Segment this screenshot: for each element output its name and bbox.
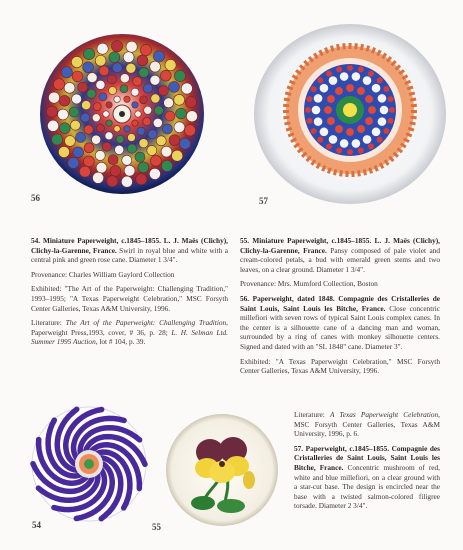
figure-number-55: 55 [152,522,161,532]
entry-57-description: 57. Paperweight, c.1845–1855. Compagnie des Cristalleries de Saint Louis, Saint Louis les Bitche, France. Concentric mushroom of red, white and blue millefiori, on a clear ground with a star-cut base. The design is encircled near the base with a twisted salmon-colored filigree torsade. Diameter 2 3/4". [294,443,440,511]
entry-55-description: 55. Miniature Paperweight, c.1845–1855. L. J. Maës (Clichy), Clichy-la-Garenne, France. Pansy composed of pale violet and cream-colored petals, a bud with emerald green stems and two leaves, on a clear ground. Diameter 1 3/4". [240,236,440,274]
figure-number-56: 56 [31,193,40,203]
paperweight-56-photo [38,28,206,196]
entry-56-exhibited: Exhibited: "A Texas Paperweight Celebration," MSC Forsyth Center Galleries, Texas A&M University, 1996. [240,356,440,376]
entry-57-title: 57. Paperweight, c.1845–1855. Compagnie des Cristalleries de Saint Louis, Saint Louis les Bitche, France. [294,443,440,472]
entry-55-provenance: Provenance: Mrs. Mumford Collection, Boston [240,279,378,289]
entry-55-56 [240,236,440,381]
entry-56-literature: Literature: A Texas Paperweight Celebration, MSC Forsyth Center Galleries, Texas A&M University, 1996, p. 6. [294,410,440,439]
entry-55-title: 55. Miniature Paperweight, c.1845–1855. L. J. Maës (Clichy), Clichy-la-Garenne, France. [240,236,440,255]
figure-number-57: 57 [259,196,268,206]
entry-54-literature: Literature: The Art of the Paperweight: Challenging Tradition, Paperweight Press,1993, cover, # 36, p. 28; L. H. Selman Ltd. Summer 1995 Auction, lot # 104, p. 39. [31,318,228,347]
entry-56-title: 56. Paperweight, dated 1848. Compagnie des Cristalleries de Saint Louis, Saint Louis les Bitche, France. [240,293,440,313]
entry-54 [31,236,228,352]
entry-54-provenance: Provenance: Charles William Gaylord Collection [31,269,175,279]
entry-54-title: 54. Miniature Paperweight, c.1845–1855. L. J. Maës (Clichy), Clichy-la-Garenne, France. [31,236,228,255]
entry-54-description: 54. Miniature Paperweight, c.1845–1855. L. J. Maës (Clichy), Clichy-la-Garenne, France. Swirl in royal blue and white with a central pink and green rose cane. Diameter 1 3/4". [31,236,228,265]
figure-number-54: 54 [32,520,41,530]
entry-54-exhibited: Exhibited: "The Art of the Paperweight: Challenging Tradition," 1993–1995; "A Texas Paperweight Celebration," MSC Forsyth Center Galleries, Texas A&M University, 1996. [31,284,228,313]
paperweight-54-photo [30,405,148,523]
paperweight-57-photo [245,18,450,208]
entry-56-description: 56. Paperweight, dated 1848. Compagnie des Cristalleries de Saint Louis, Saint Louis les Bitche, France. Close concentric millefiori with seven rows of typical Saint Louis complex canes. In the center is a silhouette cane of a dancing man and woman, surrounded by a ring of canes with monkey silhouette centers. Signed and dated with an "SL 1848" cane. Diameter 3". [240,293,440,351]
paperweight-55-photo [163,410,281,528]
entry-57 [294,410,440,516]
